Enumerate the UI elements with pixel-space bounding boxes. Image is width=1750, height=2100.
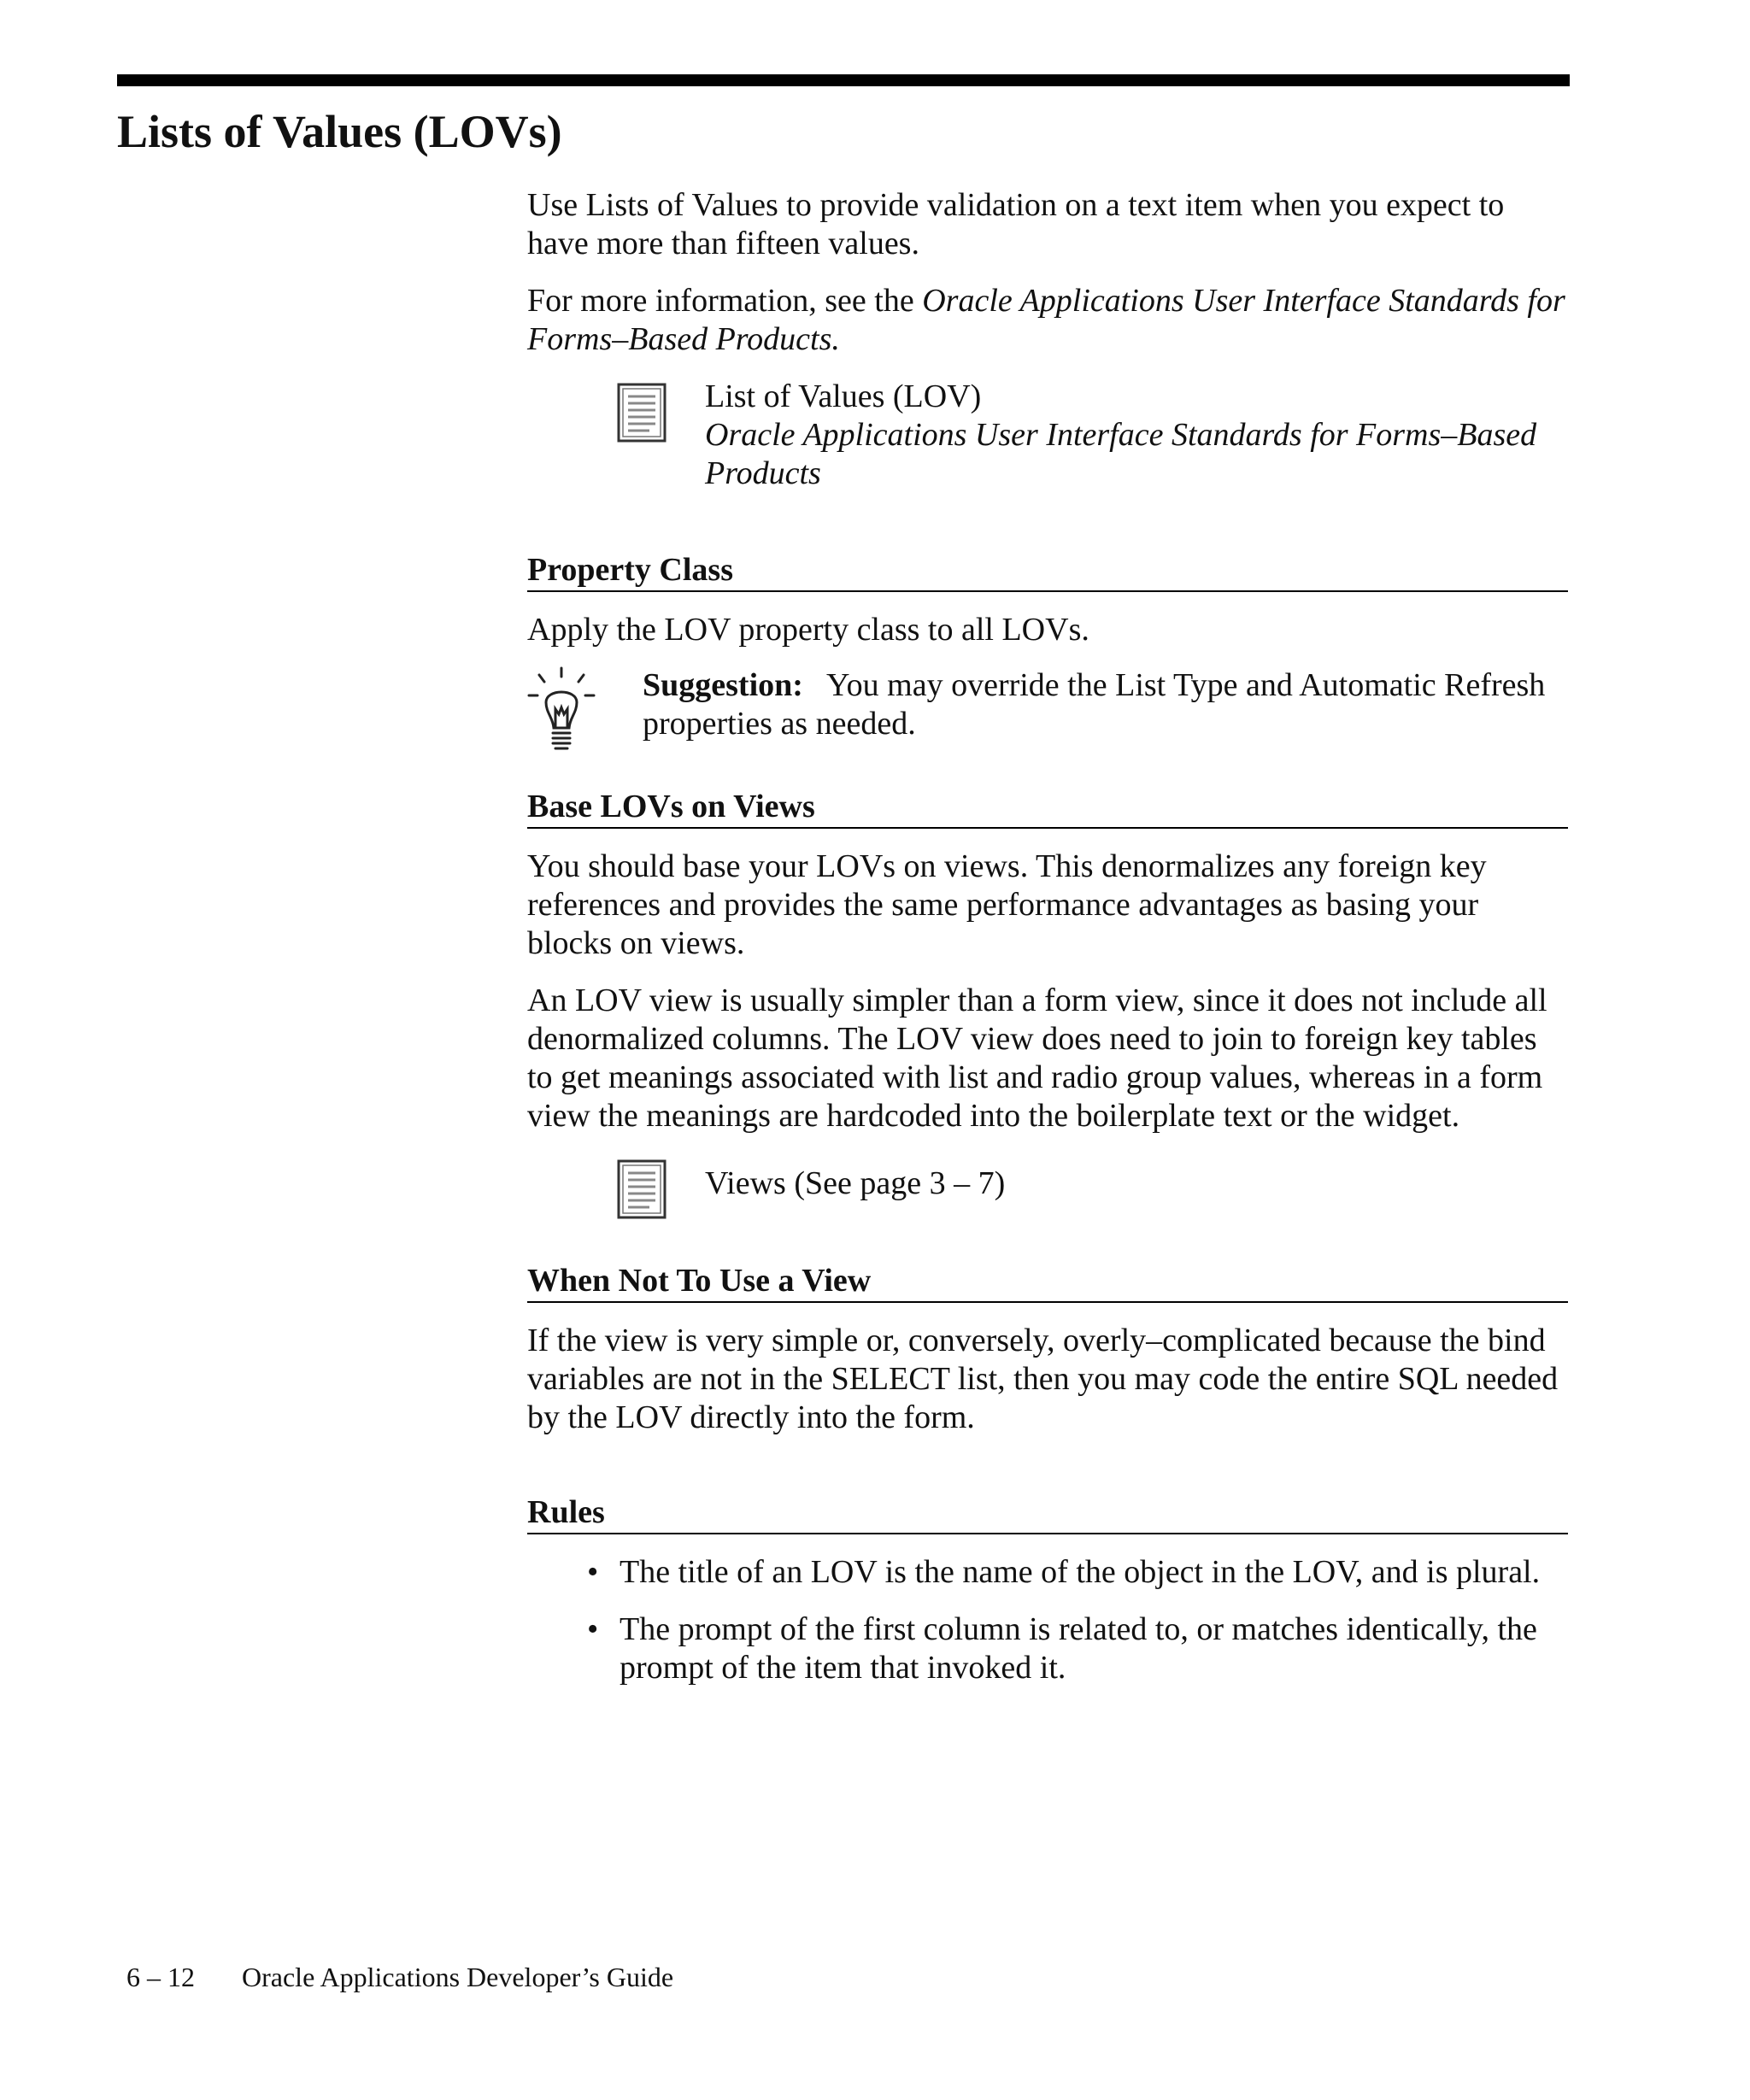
intro-paragraph: Use Lists of Values to provide validation on a text item when you expect to have more than fifteen values. bbox=[527, 187, 1505, 261]
reference-views[interactable] bbox=[617, 1154, 1568, 1219]
reference-lov-standards[interactable] bbox=[617, 378, 1568, 493]
section-heading-property-class: Property Class bbox=[527, 551, 1568, 592]
base-lovs-paragraph-2: An LOV view is usually simpler than a form view, since it does not include all denormalized columns. The LOV view does need to join to foreign key tables to get meanings associated with list and radio group values, whereas in a form view the meanings are hardcoded into the boilerplate text or the widget. bbox=[527, 983, 1547, 1134]
reference-book: Oracle Applications User Interface Standards for Forms–Based Products bbox=[705, 417, 1537, 491]
page-number: 6 – 12 bbox=[126, 1962, 195, 1992]
book-title: Oracle Applications Developer’s Guide bbox=[242, 1962, 674, 1992]
views-reference-text: Views (See page 3 – 7) bbox=[705, 1165, 1006, 1201]
section-heading-rules: Rules bbox=[527, 1493, 1568, 1534]
list-item: • The title of an LOV is the name of the object in the LOV, and is plural. bbox=[587, 1554, 1541, 1590]
suggestion-note bbox=[527, 666, 1568, 754]
intro-reference-paragraph: For more information, see the Oracle Applications User Interface Standards for Forms–Based Products. bbox=[527, 283, 1565, 357]
suggestion-label: Suggestion: bbox=[643, 667, 803, 703]
section-heading-when-not: When Not To Use a View bbox=[527, 1262, 1568, 1303]
property-class-paragraph: Apply the LOV property class to all LOVs. bbox=[527, 612, 1089, 648]
top-rule bbox=[117, 74, 1570, 86]
page-footer bbox=[126, 1962, 673, 1993]
base-lovs-paragraph-1: You should base your LOVs on views. This denormalizes any foreign key references and provides the same performance advantages as basing your blocks on views. bbox=[527, 848, 1487, 961]
rules-list bbox=[527, 1553, 1568, 1687]
when-not-paragraph: If the view is very simple or, conversely, overly–complicated because the bind variables are not in the SELECT list, then you may code the entire SQL needed by the LOV directly into the form. bbox=[527, 1323, 1559, 1435]
section-heading-base-lovs: Base LOVs on Views bbox=[527, 788, 1568, 829]
reference-title: List of Values (LOV) bbox=[705, 378, 982, 414]
list-item: • The prompt of the first column is related to, or matches identically, the prompt of the item that invoked it. bbox=[587, 1611, 1537, 1686]
suggestion-text: You may override the List Type and Automatic Refresh properties as needed. bbox=[643, 667, 1546, 742]
page-title: Lists of Values (LOVs) bbox=[117, 106, 562, 157]
body-content bbox=[527, 186, 1568, 1706]
document-reference-icon bbox=[617, 1159, 667, 1219]
lightbulb-icon bbox=[527, 666, 596, 754]
document-reference-icon bbox=[617, 383, 667, 443]
intro-book-title: Oracle Applications User Interface Standards for Forms–Based Products. bbox=[527, 283, 1565, 357]
